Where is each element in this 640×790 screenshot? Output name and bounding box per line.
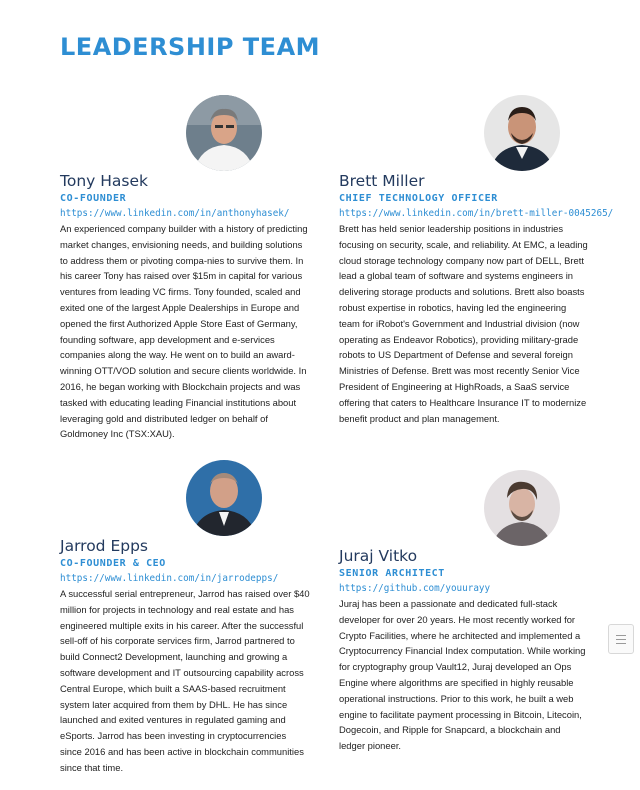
team-member-card — [339, 95, 614, 426]
avatar — [484, 470, 560, 546]
member-bio: Brett has held senior leadership positions in industries focusing on security, scale, and reliability. At EMC, a leading cloud storage technology company now part of DELL, Brett lead a global team of software and systems engineers in delivering storage products and solutions. Brett also boasts robust expertise in robotics, having led the engineering team for iRobot's Government and Industrial division (now operating as Endeavor Robotics), providing military-grade robots to US Department of Defense and several foreign Ministries of Defense. Brett was most recently Senior Vice President of Engineering at HighRoads, a SaaS service offering that caters to Healthcare Insurance IT to modernize benefit product and plan management. — [339, 223, 588, 424]
team-member-card — [60, 460, 310, 776]
member-bio: An experienced company builder with a history of predicting market changes, envisioning needs, and building solutions to address them or pivoting compa-nies to survive them. In his career Tony has raised over $15m in capital for various ventures from leading VC firms. Tony founded, scaled and exited one of the largest Apple Dealerships in Europe and opened the first Authorized Apple Store East of Germany, founding software, app development and e-services companies along the way. He went on to build an award-winning OTT/VOD solution and secure clients worldwide. In 2016, he began working with Blockchain projects and was tasked with educating leading Financial institutions about leveraging gold and distributed ledger on behalf of Goldmoney Inc (TSX:XAU). — [60, 223, 308, 440]
member-bio: Juraj has been a passionate and dedicated full-stack developer for over 20 years. He most recently worked for Crypto Facilities, where he architected and implemented a Cryptocurrency Financial Index computation. While working for cryptography group Vault12, Juraj developed an Ops Engine where algorithms are specified in highly reusable operational instructions. Prior to this work, he built a web engine to facilitate payment processing in Bitcoin, Litecoin, Dogecoin, and Ripple for Snapcard, a blockchain and ledger pioneer. — [339, 598, 586, 752]
member-role: CHIEF TECHNOLOGY OFFICER — [339, 193, 498, 204]
page-title: LEADERSHIP TEAM — [60, 33, 321, 61]
member-name: Brett Miller — [339, 172, 425, 190]
member-role: CO-FOUNDER & CEO — [60, 558, 166, 569]
member-profile-link[interactable]: https://www.linkedin.com/in/jarrodepps/ — [60, 573, 279, 584]
member-role: CO-FOUNDER — [60, 193, 127, 204]
member-name: Tony Hasek — [60, 172, 148, 190]
avatar — [186, 460, 262, 536]
menu-lines-icon[interactable] — [608, 624, 634, 654]
member-bio: A successful serial entrepreneur, Jarrod has raised over $40 million for projects in technology and real estate and has engineered multiple exits in his career. After the successful sell-off of his corporate services firm, Jarrod partnered to build Connect2 Development, launching and growing a software development and IT outsourcing capability across Central Europe, which built a SAAS-based recruitment system later acquired from them by DHL. He has since launched and exited ventures in regulated gaming and eSports. Jarrod has been investing in cryptocurrencies since 2016 and has been active in blockchain communities since that time. — [60, 588, 310, 773]
avatar — [186, 95, 262, 171]
member-name: Juraj Vitko — [339, 547, 418, 565]
member-profile-link[interactable]: https://www.linkedin.com/in/anthonyhasek/ — [60, 208, 290, 219]
member-profile-link[interactable]: https://www.linkedin.com/in/brett-miller-0045265/ — [339, 208, 614, 219]
member-name: Jarrod Epps — [60, 537, 148, 555]
team-member-card — [60, 95, 310, 442]
member-profile-link[interactable]: https://github.com/youurayy — [339, 583, 491, 594]
team-member-card — [339, 470, 589, 754]
avatar — [484, 95, 560, 171]
member-role: SENIOR ARCHITECT — [339, 568, 445, 579]
